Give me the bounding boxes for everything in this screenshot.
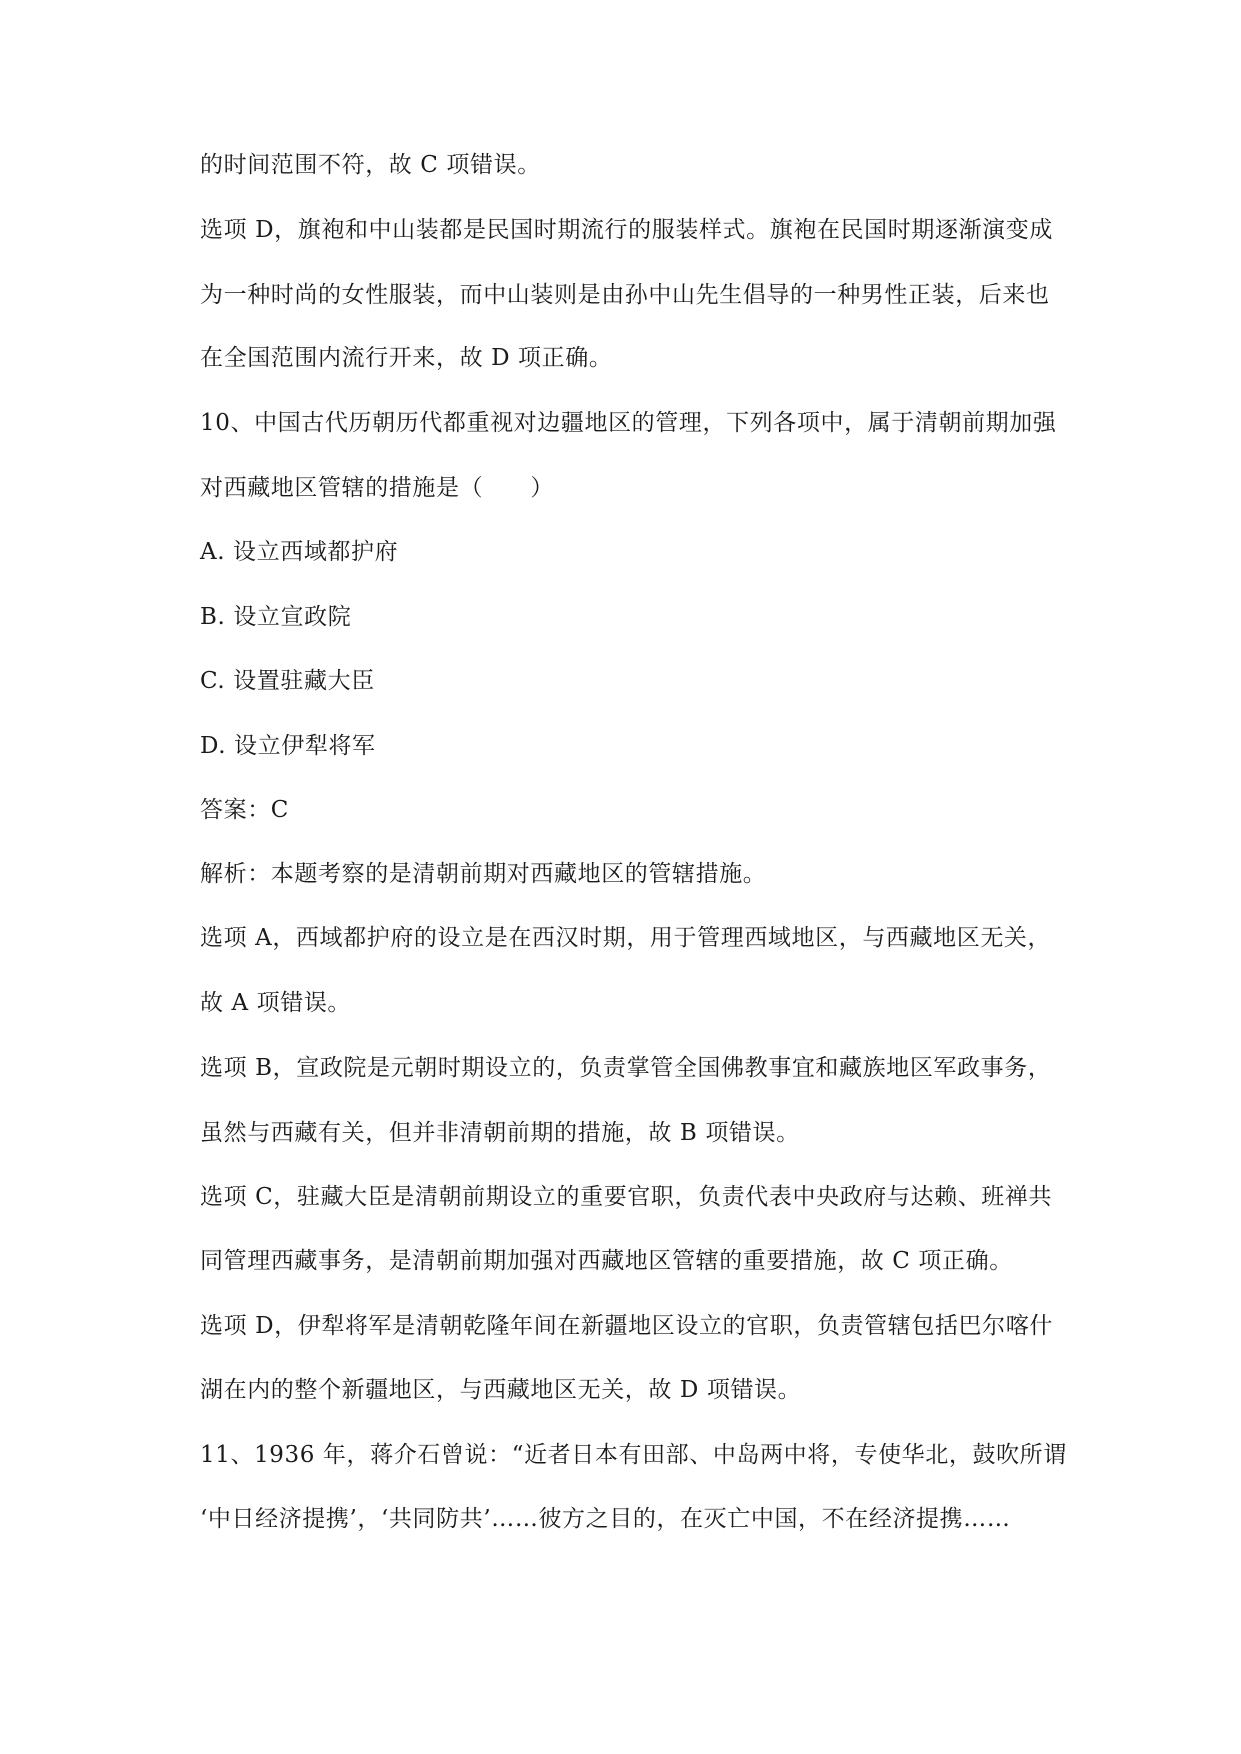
text-line: 在全国范围内流行开来，故 D 项正确。: [200, 345, 613, 371]
question-11-stem: 11、1936 年，蒋介石曾说：“近者日本有田部、中岛两中将，专使华北，鼓吹所谓: [200, 1442, 1067, 1468]
option-d: D. 设立伊犁将军: [200, 733, 376, 759]
question-11-stem: ‘中日经济提携’，‘共同防共’……彼方之目的，在灭亡中国，不在经济提携……: [200, 1506, 1011, 1532]
text-line: 选项 A，西域都护府的设立是在西汉时期，用于管理西域地区，与西藏地区无关，: [200, 925, 1052, 951]
text-line: 虽然与西藏有关，但并非清朝前期的措施，故 B 项错误。: [200, 1120, 800, 1146]
option-c: C. 设置驻藏大臣: [200, 668, 375, 694]
answer-line: 答案：C: [200, 797, 289, 823]
analysis-line: 解析：本题考察的是清朝前期对西藏地区的管辖措施。: [200, 861, 767, 887]
text-line: 湖在内的整个新疆地区，与西藏地区无关，故 D 项错误。: [200, 1377, 802, 1403]
option-a: A. 设立西域都护府: [200, 539, 399, 565]
question-10-stem: 10、中国古代历朝历代都重视对边疆地区的管理，下列各项中，属于清朝前期加强: [200, 410, 1057, 436]
question-10-stem: 对西藏地区管辖的措施是（ ）: [200, 475, 554, 501]
text-line: 同管理西藏事务，是清朝前期加强对西藏地区管辖的重要措施，故 C 项正确。: [200, 1248, 1013, 1274]
option-b: B. 设立宣政院: [200, 604, 352, 630]
text-line: 选项 D，伊犁将军是清朝乾隆年间在新疆地区设立的官职，负责管辖包括巴尔喀什: [200, 1313, 1053, 1339]
text-line: 故 A 项错误。: [200, 990, 352, 1016]
text-line: 的时间范围不符，故 C 项错误。: [200, 152, 541, 178]
text-line: 选项 C，驻藏大臣是清朝前期设立的重要官职，负责代表中央政府与达赖、班禅共: [200, 1184, 1053, 1210]
text-line: 为一种时尚的女性服装，而中山装则是由孙中山先生倡导的一种男性正装，后来也: [200, 282, 1050, 308]
text-line: 选项 B，宣政院是元朝时期设立的，负责掌管全国佛教事宜和藏族地区军政事务，: [200, 1055, 1052, 1081]
text-line: 选项 D，旗袍和中山装都是民国时期流行的服装样式。旗袍在民国时期逐渐演变成: [200, 217, 1053, 243]
